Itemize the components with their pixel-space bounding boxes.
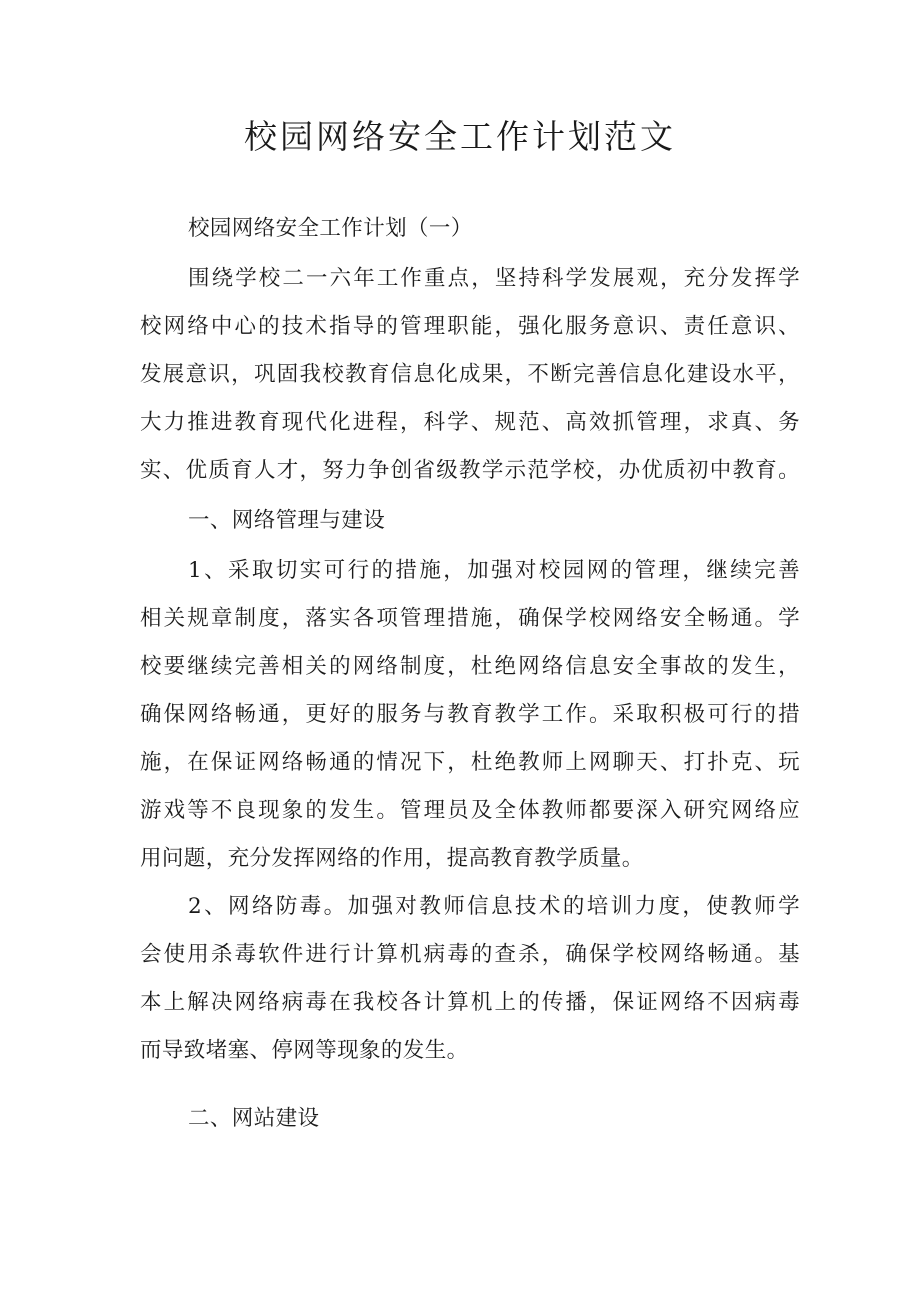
paragraph-line: 本上解决网络病毒在我校各计算机上的传播，保证网络不因病毒 (140, 990, 800, 1015)
document-title: 校园网络安全工作计划范文 (244, 117, 676, 156)
paragraph-line: 大力推进教育现代化进程，科学、规范、高效抓管理，求真、务 (140, 410, 800, 435)
paragraph-line: 校网络中心的技术指导的管理职能，强化服务意识、责任意识、 (140, 314, 800, 339)
paragraph-line: 实、优质育人才，努力争创省级教学示范学校，办优质初中教育。 (140, 458, 800, 483)
paragraph-line: 发展意识，巩固我校教育信息化成果，不断完善信息化建设水平， (140, 362, 800, 387)
paragraph-line: 会使用杀毒软件进行计算机病毒的查杀，确保学校网络畅通。基 (140, 942, 800, 967)
section-heading-plan-one: 校园网络安全工作计划（一） (188, 216, 473, 241)
paragraph-line: 游戏等不良现象的发生。管理员及全体教师都要深入研究网络应 (140, 798, 800, 823)
section-heading-network-management: 一、网络管理与建设 (188, 508, 386, 533)
paragraph-line: 相关规章制度，落实各项管理措施，确保学校网络安全畅通。学 (140, 606, 800, 631)
paragraph-line: 确保网络畅通，更好的服务与教育教学工作。采取积极可行的措 (140, 702, 800, 727)
paragraph-line: 用问题，充分发挥网络的作用，提高教育教学质量。 (140, 846, 644, 871)
paragraph-line: 2、网络防毒。加强对教师信息技术的培训力度，使教师学 (188, 894, 800, 919)
paragraph-line: 施，在保证网络畅通的情况下，杜绝教师上网聊天、打扑克、玩 (140, 750, 800, 775)
paragraph-line: 而导致堵塞、停网等现象的发生。 (140, 1038, 469, 1063)
paragraph-line: 1、采取切实可行的措施，加强对校园网的管理，继续完善 (188, 558, 800, 583)
section-heading-website-construction: 二、网站建设 (188, 1106, 320, 1131)
paragraph-line: 围绕学校二一六年工作重点，坚持科学发展观，充分发挥学 (188, 266, 800, 291)
paragraph-line: 校要继续完善相关的网络制度，杜绝网络信息安全事故的发生， (140, 654, 800, 679)
